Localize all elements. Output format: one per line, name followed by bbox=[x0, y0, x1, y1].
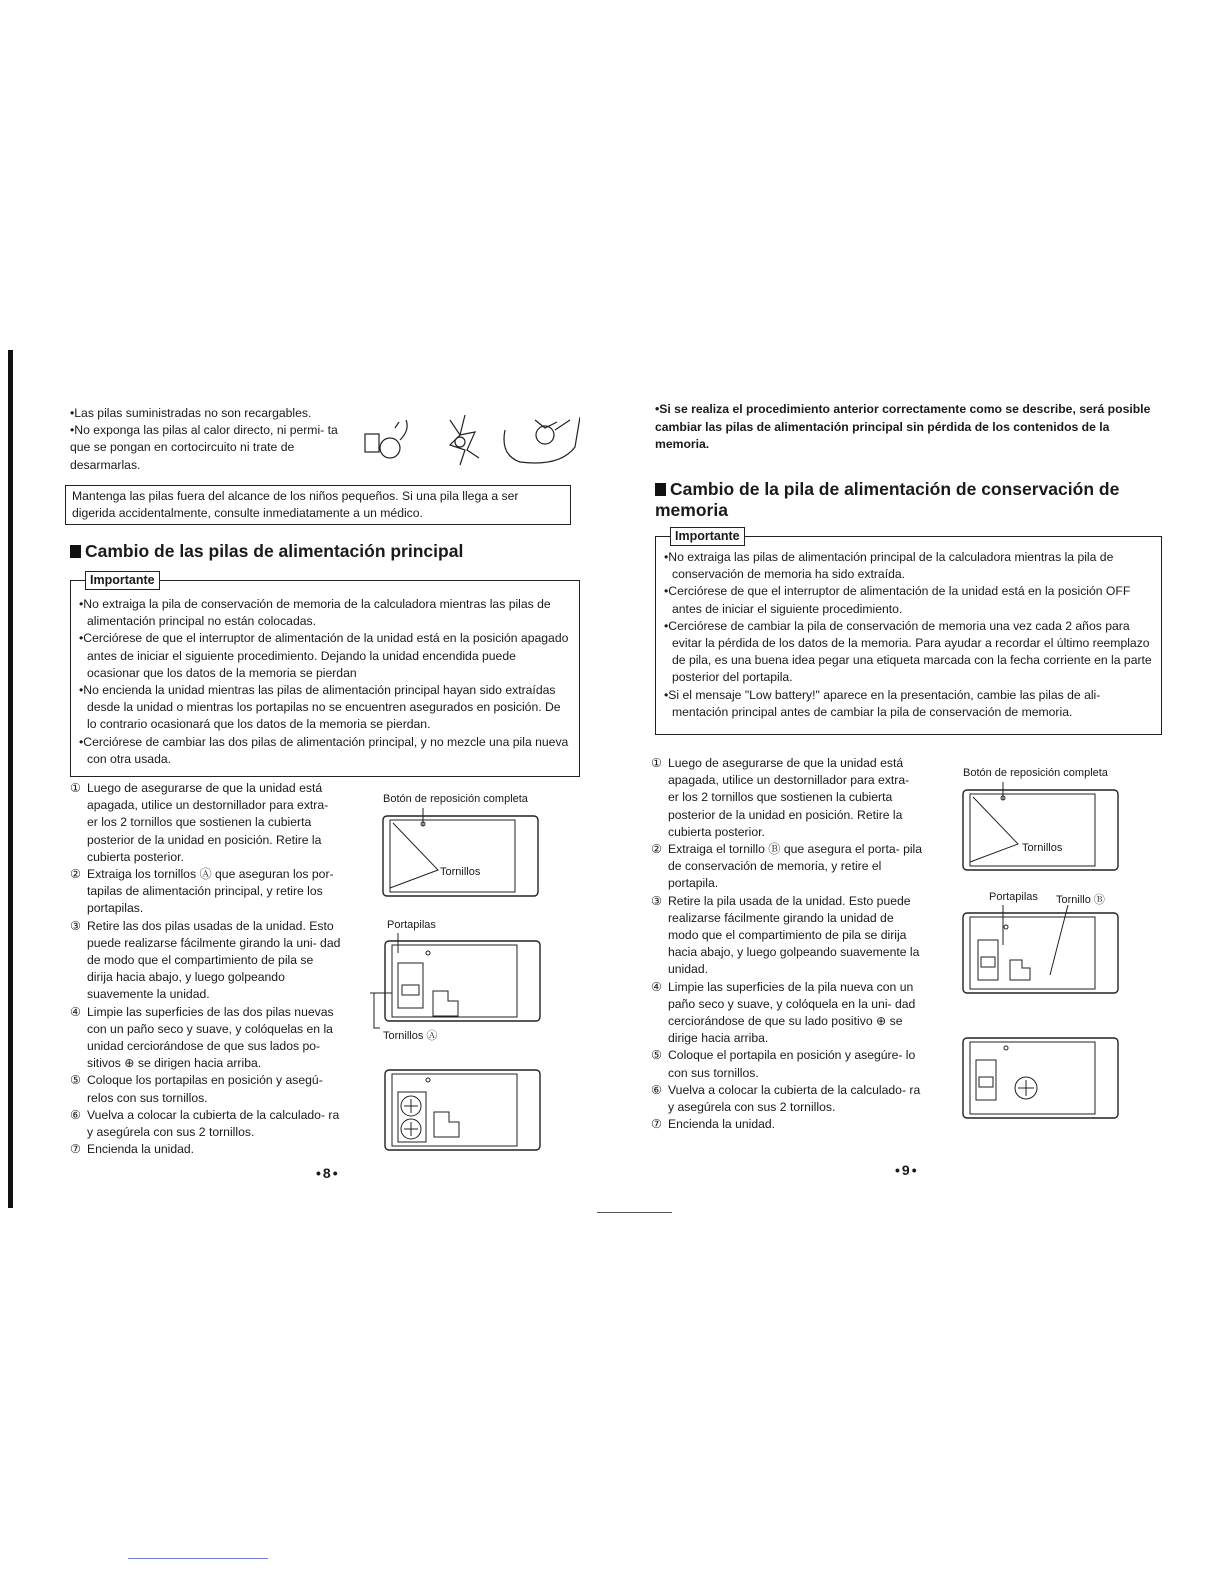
important-item: •Cerciórese de que el interruptor de alimentación de la unidad está en la posición apagado antes de iniciar el siguiente procedimiento. Dejando la unidad encendida puede ocasionar que los datos de la memoria se pierdan bbox=[79, 631, 569, 680]
step-item bbox=[651, 1116, 923, 1133]
important-item: •No extraiga las pilas de alimentación principal de la calculadora mientras la pila de conservación de memoria ha sido extraída. bbox=[664, 550, 1114, 582]
step-item bbox=[651, 755, 923, 841]
important-item: •No extraiga la pila de conservación de memoria de la calculadora mientras las pilas de alimentación principal no están colocadas. bbox=[79, 597, 551, 629]
screws-caption: Tornillos bbox=[1022, 842, 1063, 854]
important-item: •Cerciórese de que el interruptor de alimentación de la unidad está en la posición OFF antes de iniciar el siguiente procedimiento. bbox=[664, 584, 1131, 616]
procedure-steps-left bbox=[70, 780, 342, 1158]
important-item: •No encienda la unidad mientras las pilas de alimentación principal hayan sido extraídas desde la unidad o mientras los portapilas no se encuentren asegurados en posición. De lo contrario ocasionará que los datos de la memoria se pierdan. bbox=[79, 683, 561, 732]
memory-battery-heading bbox=[655, 479, 1155, 521]
step-number: ⑦ bbox=[651, 1117, 662, 1132]
heading-text: Cambio de las pilas de alimentación principal bbox=[85, 541, 464, 561]
step-text: Retire la pila usada de la unidad. Esto puede realizarse fácilmente girando la unidad de modo que el compartimiento de pila se dirija hacia abajo, y luego golpeando suavemente la unidad. bbox=[668, 893, 920, 977]
new-batteries-diagram bbox=[380, 1062, 550, 1157]
step-item bbox=[651, 893, 923, 979]
step-item bbox=[70, 1107, 342, 1141]
page-number-left: •8• bbox=[316, 1165, 340, 1181]
important-box-left bbox=[70, 573, 580, 777]
step-number: ④ bbox=[70, 1004, 81, 1019]
important-label: Importante bbox=[670, 527, 745, 546]
battery-short-circuit-icon bbox=[450, 415, 479, 465]
heading-square-icon bbox=[655, 483, 666, 496]
step-text: Vuelva a colocar la cubierta de la calculado- ra y asegúrela con sus 2 tornillos. bbox=[87, 1107, 340, 1140]
child-safety-warning: Mantenga las pilas fuera del alcance de los niños pequeños. Si una pila llega a ser digerida accidentalmente, consulte inmediatamente a un médico. bbox=[65, 485, 571, 525]
holder-caption: Portapilas bbox=[387, 919, 436, 931]
step-text: Vuelva a colocar la cubierta de la calculado- ra y asegúrela con sus 2 tornillos. bbox=[668, 1082, 921, 1115]
step-item bbox=[70, 780, 342, 866]
step-text: Coloque los portapilas en posición y asegú- relos con sus tornillos. bbox=[87, 1073, 323, 1105]
step-text: Luego de asegurarse de que la unidad está apagada, utilice un destornillador para extra- er los 2 tornillos que sostienen la cubierta posterior de la unidad en posición. Retire la cubierta posterior. bbox=[668, 756, 910, 839]
step-number: ⑤ bbox=[651, 1048, 662, 1063]
step-text: Extraiga los tornillos Ⓐ que aseguran los por- tapilas de alimentación principal, y retire los portapilas. bbox=[87, 867, 334, 916]
important-box-right bbox=[655, 529, 1162, 735]
reset-button-caption: Botón de reposición completa bbox=[383, 793, 528, 805]
new-memory-battery-diagram bbox=[958, 1030, 1128, 1125]
step-text: Limpie las superficies de la pila nueva con un paño seco y suave, y colóquela en la uni- dad cerciorándose de que su lado positivo ⊕ se dirige hacia arriba. bbox=[668, 979, 916, 1046]
step-text: Encienda la unidad. bbox=[87, 1142, 195, 1157]
step-number: ⑦ bbox=[70, 1142, 81, 1157]
step-number: ③ bbox=[70, 918, 81, 933]
step-number: ① bbox=[651, 756, 662, 770]
scan-edge-rule bbox=[597, 1212, 672, 1213]
screws-a-caption: Tornillos Ⓐ bbox=[383, 1030, 438, 1042]
step-number: ② bbox=[651, 842, 662, 857]
important-item: •Cerciórese de cambiar la pila de conservación de memoria una vez cada 2 años para evitar la pérdida de los datos de la memoria. Para ayudar a recordar el último reemplazo de pila, es una buena idea pegar una etiqueta marcada con la fecha corriente en la parte posterior del portapila. bbox=[664, 618, 1152, 685]
step-item bbox=[70, 1141, 342, 1158]
step-number: ③ bbox=[651, 893, 662, 908]
step-text: Coloque el portapila en posición y asegúre- lo con sus tornillos. bbox=[668, 1048, 916, 1080]
important-list bbox=[662, 549, 1154, 721]
important-label: Importante bbox=[85, 571, 160, 590]
battery-note: •No exponga las pilas al calor directo, ni permi- ta que se pongan en cortocircuito ni trate de desarmarlas. bbox=[70, 423, 338, 472]
scan-edge-bottom-line bbox=[128, 1558, 268, 1559]
step-text: Encienda la unidad. bbox=[668, 1117, 776, 1132]
battery-disassembly-icon bbox=[504, 417, 580, 463]
step-number: ⑤ bbox=[70, 1073, 81, 1088]
step-number: ① bbox=[70, 781, 81, 795]
page-number-right: •9• bbox=[895, 1162, 919, 1178]
heading-text: Cambio de la pila de alimentación de conservación de memoria bbox=[655, 479, 1120, 520]
important-list bbox=[77, 596, 569, 768]
memory-holder-diagram bbox=[958, 905, 1128, 1000]
scan-edge-left bbox=[8, 350, 13, 1208]
battery-holder-diagram bbox=[368, 933, 548, 1038]
battery-note: •Las pilas suministradas no son recargables. bbox=[70, 406, 312, 420]
success-note: •Si se realiza el procedimiento anterior correctamente como se describe, será posible cambiar las pilas de alimentación principal sin pérdida de los contenidos de la memoria. bbox=[655, 402, 1151, 451]
step-text: Luego de asegurarse de que la unidad está apagada, utilice un destornillador para extra- er los 2 tornillos que sostienen la cubierta posterior de la unidad en posición. Retire la cubierta posterior. bbox=[87, 781, 329, 864]
step-text: Limpie las superficies de las dos pilas nuevas con un paño seco y suave, y colóquelas en la unidad cerciorándose de que sus lados po- sitivos ⊕ se dirigen hacia arriba. bbox=[87, 1004, 334, 1071]
heading-square-icon bbox=[70, 545, 81, 558]
rear-cover-diagram bbox=[958, 782, 1128, 877]
step-item bbox=[651, 1047, 923, 1081]
step-item bbox=[70, 918, 342, 1004]
reset-button-caption: Botón de reposición completa bbox=[963, 767, 1108, 779]
battery-hazard-illustration bbox=[355, 410, 580, 470]
procedure-steps-right bbox=[651, 755, 923, 1133]
screw-b-caption: Tornillo Ⓑ bbox=[1056, 894, 1105, 906]
step-item bbox=[651, 1082, 923, 1116]
battery-heat-icon bbox=[365, 420, 407, 458]
screws-caption: Tornillos bbox=[440, 866, 481, 878]
step-item bbox=[70, 1004, 342, 1073]
main-battery-heading bbox=[70, 541, 463, 562]
step-text: Retire las dos pilas usadas de la unidad. Esto puede realizarse fácilmente girando la uni- dad de modo que el compartimiento de pila se dirija hacia abajo, y luego golpeando suavemente la unidad. bbox=[87, 918, 341, 1002]
step-number: ⑥ bbox=[70, 1107, 81, 1122]
battery-notes bbox=[70, 405, 350, 474]
step-number: ④ bbox=[651, 979, 662, 994]
step-item bbox=[651, 841, 923, 893]
step-item bbox=[70, 1072, 342, 1106]
rear-cover-diagram bbox=[378, 808, 548, 903]
step-number: ⑥ bbox=[651, 1082, 662, 1097]
important-item: •Cerciórese de cambiar las dos pilas de alimentación principal, y no mezcle una pila nueva con otra usada. bbox=[79, 734, 569, 766]
holder-caption: Portapilas bbox=[989, 891, 1038, 903]
step-number: ② bbox=[70, 867, 81, 882]
step-item bbox=[70, 866, 342, 918]
step-item bbox=[651, 979, 923, 1048]
step-text: Extraiga el tornillo Ⓑ que asegura el porta- pila de conservación de memoria, y retire el portapila. bbox=[668, 842, 923, 891]
important-item: •Si el mensaje "Low battery!" aparece en la presentación, cambie las pilas de ali- mentación principal antes de cambiar la pila de conservación de memoria. bbox=[664, 687, 1101, 719]
